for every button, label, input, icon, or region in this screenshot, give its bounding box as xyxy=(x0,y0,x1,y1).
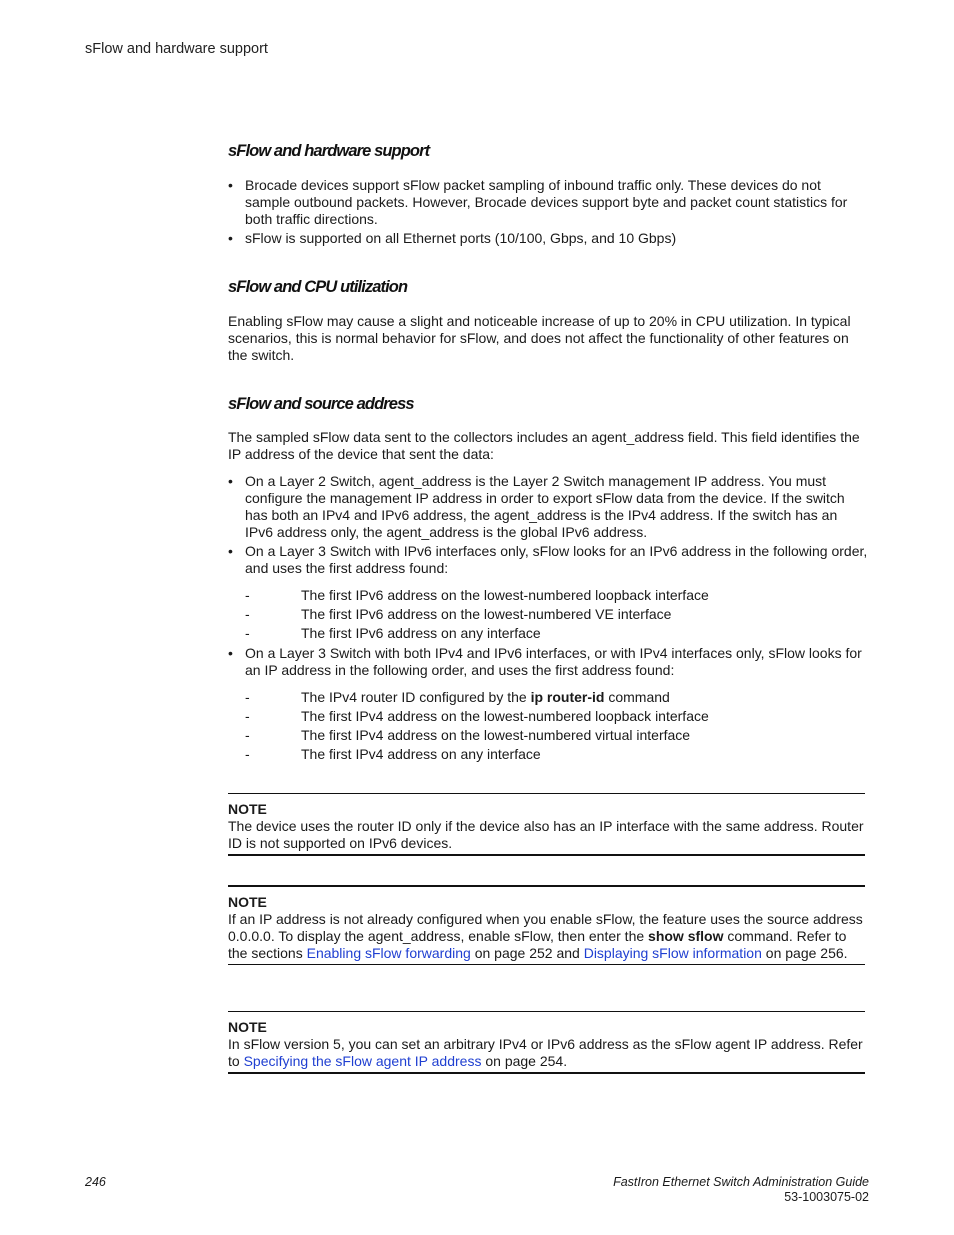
footer-doc-number: 53-1003075-02 xyxy=(784,1190,869,1204)
note-box-router-id xyxy=(228,793,865,856)
list-item-text: On a Layer 3 Switch with both IPv4 and IPv6 interfaces, or with IPv4 interfaces only, sFlow looks for an IP address in the following order, and uses the first address found: xyxy=(245,645,862,678)
command-text: ip router-id xyxy=(530,689,605,705)
list-item xyxy=(228,645,868,764)
paragraph: Enabling sFlow may cause a slight and noticeable increase of up to 20% in CPU utilization. In typical scenarios, this is normal behavior for sFlow, and does not affect the functionality of other features on the switch. xyxy=(228,313,851,363)
note-box-source-address xyxy=(228,885,865,965)
note-text: command. Refer to the sections xyxy=(228,928,847,961)
section-heading-source-address: sFlow and source address xyxy=(228,395,414,413)
section-heading-hardware-support: sFlow and hardware support xyxy=(228,142,430,160)
note-text: on page 252 and xyxy=(470,945,584,961)
paragraph: The sampled sFlow data sent to the collectors includes an agent_address field. This field identifies the IP address of the device that sent the data: xyxy=(228,429,860,462)
note-text: on page 256. xyxy=(761,945,848,961)
sub-list-item: - The first IPv4 address on the lowest-numbered virtual interface xyxy=(228,726,868,745)
sub-list-item: - The first IPv6 address on any interface xyxy=(228,624,868,643)
note-box-sflow-version5 xyxy=(228,1011,865,1074)
link-displaying-sflow-information[interactable]: Displaying sFlow information xyxy=(583,945,762,961)
note-text: In sFlow version 5, you can set an arbitrary IPv4 or IPv6 address as the sFlow agent IP address. Refer to xyxy=(228,1036,863,1069)
hardware-support-list xyxy=(228,177,868,249)
link-enabling-sflow-forwarding[interactable]: Enabling sFlow forwarding xyxy=(306,945,471,961)
list-item-text: On a Layer 3 Switch with IPv6 interfaces only, sFlow looks for an IPv6 address in the following order, and uses the first address found: xyxy=(245,543,868,576)
command-text: show sflow xyxy=(648,928,724,944)
sub-list-item: - The first IPv6 address on the lowest-numbered VE interface xyxy=(228,605,868,624)
sub-list xyxy=(228,688,868,764)
note-text: If an IP address is not already configured when you enable sFlow, the feature uses the source address 0.0.0.0. To display the agent_address, enable sFlow, then enter the xyxy=(228,911,863,944)
note-label: NOTE xyxy=(228,801,267,817)
sub-list-item: - The first IPv4 address on any interface xyxy=(228,745,868,764)
sub-list-item: - The first IPv6 address on the lowest-numbered loopback interface xyxy=(228,586,868,605)
footer-page-number: 246 xyxy=(85,1175,106,1189)
note-label: NOTE xyxy=(228,1019,267,1035)
sub-list-text: The IPv4 router ID configured by the xyxy=(301,689,531,705)
sub-list xyxy=(228,586,868,643)
footer-doc-info xyxy=(613,1175,869,1205)
section-heading-cpu-utilization: sFlow and CPU utilization xyxy=(228,278,408,296)
footer-doc-title: FastIron Ethernet Switch Administration Guide xyxy=(613,1175,869,1189)
link-specifying-sflow-agent-ip[interactable]: Specifying the sFlow agent IP address xyxy=(243,1053,482,1069)
cpu-utilization-paragraph xyxy=(228,313,868,364)
note-text: on page 254. xyxy=(481,1053,568,1069)
list-item: • sFlow is supported on all Ethernet ports (10/100, Gbps, and 10 Gbps) xyxy=(228,230,868,247)
sub-list-item xyxy=(228,688,868,707)
list-item xyxy=(228,543,868,643)
list-item: • Brocade devices support sFlow packet sampling of inbound traffic only. These devices do not sample outbound packets. However, Brocade devices support byte and packet count statistics for both traffic directions. xyxy=(228,177,868,228)
running-header: sFlow and hardware support xyxy=(85,41,268,57)
sub-list-text: command xyxy=(604,689,670,705)
source-address-body xyxy=(228,429,868,766)
list-item: • On a Layer 2 Switch, agent_address is the Layer 2 Switch management IP address. You must configure the management IP address in order to export sFlow data from the device. If the switch has both an IPv4 and IPv6 address, the agent_address is the IPv4 address. If the switch has an IPv6 address only, the agent_address is the global IPv6 address. xyxy=(228,473,868,541)
note-text: The device uses the router ID only if the device also has an IP interface with the same address. Router ID is not supported on IPv6 devices. xyxy=(228,818,864,851)
sub-list-item: - The first IPv4 address on the lowest-numbered loopback interface xyxy=(228,707,868,726)
note-label: NOTE xyxy=(228,894,267,910)
